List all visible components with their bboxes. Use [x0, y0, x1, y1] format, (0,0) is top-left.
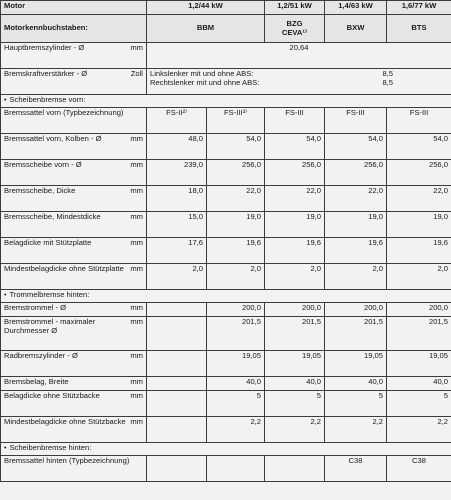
- row-wheel-cyl: mm Radbremszylinder - Ø 19,05 19,05 19,05 19,05: [1, 351, 451, 377]
- motor-label: Motor: [1, 1, 147, 15]
- row-value: Linkslenker mit und ohne ABS: 8,5 Rechtslenker mit und ohne ABS: 8,5: [147, 69, 451, 95]
- bullet-icon: •: [4, 97, 7, 104]
- power-col-2: 1,2/51 kW: [265, 1, 325, 15]
- section-disc-front: • Scheibenbremse vorn:: [1, 95, 451, 108]
- code-col-1: BBM: [147, 15, 265, 43]
- power-col-1: 1,2/44 kW: [147, 1, 265, 15]
- row-lining-width: mm Bremsbelag, Breite 40,0 40,0 40,0 40,0: [1, 377, 451, 391]
- code-col-4: BTS: [387, 15, 451, 43]
- bullet-icon: •: [4, 292, 7, 299]
- row-drum-dia: mm Bremstrommel - Ø 200,0 200,0 200,0 200,0: [1, 303, 451, 317]
- row-disc-thickness: mm Bremsscheibe, Dicke 18,0 22,0 22,0 22,0 22,0: [1, 186, 451, 212]
- row-pad-min: mm Mindestbelagdicke ohne Stützplatte 2,0 2,0 2,0 2,0 2,0: [1, 264, 451, 290]
- row-lining-no-shoe: mm Belagdicke ohne Stützbacke 5 5 5 5: [1, 391, 451, 417]
- power-col-3: 1,4/63 kW: [325, 1, 387, 15]
- code-col-2: BZG CEVA¹⁾: [265, 15, 325, 43]
- section-drum-rear: • Trommelbremse hinten:: [1, 290, 451, 303]
- row-disc-min: mm Bremsscheibe, Mindestdicke 15,0 19,0 19,0 19,0 19,0: [1, 212, 451, 238]
- row-disc-front-dia: mm Bremsscheibe vorn - Ø 239,0 256,0 256,0 256,0 256,0: [1, 160, 451, 186]
- row-booster: [1, 69, 451, 95]
- row-label: Zoll Bremskraftverstärker - Ø: [1, 69, 147, 95]
- header-row-power: [1, 1, 451, 15]
- row-lining-min: mm Mindestbelagdicke ohne Stützbacke 2,2 2,2 2,2 2,2: [1, 417, 451, 443]
- row-pad-with-plate: mm Belagdicke mit Stützplatte 17,6 19,6 19,6 19,6 19,6: [1, 238, 451, 264]
- row-label: mm Hauptbremszylinder - Ø: [1, 43, 147, 69]
- row-caliper-type: Bremssattel vorn (Typbezeichnung) FS-II²⁾ FS-III³⁾ FS-III FS-III FS-III: [1, 108, 451, 134]
- section-disc-rear: • Scheibenbremse hinten:: [1, 443, 451, 456]
- header-row-codes: [1, 15, 451, 43]
- power-col-4: 1,6/77 kW: [387, 1, 451, 15]
- row-value: 20,64: [147, 43, 451, 69]
- bullet-icon: •: [4, 445, 7, 452]
- row-drum-max: mm Bremstrommel - maximaler Durchmesser Ø 201,5 201,5 201,5 201,5: [1, 317, 451, 351]
- row-caliper-rear: Bremssattel hinten (Typbezeichnung) C38 C38: [1, 456, 451, 482]
- row-caliper-piston: mm Bremssattel vorn, Kolben - Ø 48,0 54,0 54,0 54,0 54,0: [1, 134, 451, 160]
- engine-code-label: Motorkennbuchstaben:: [1, 15, 147, 43]
- code-col-3: BXW: [325, 15, 387, 43]
- row-master-cylinder: [1, 43, 451, 69]
